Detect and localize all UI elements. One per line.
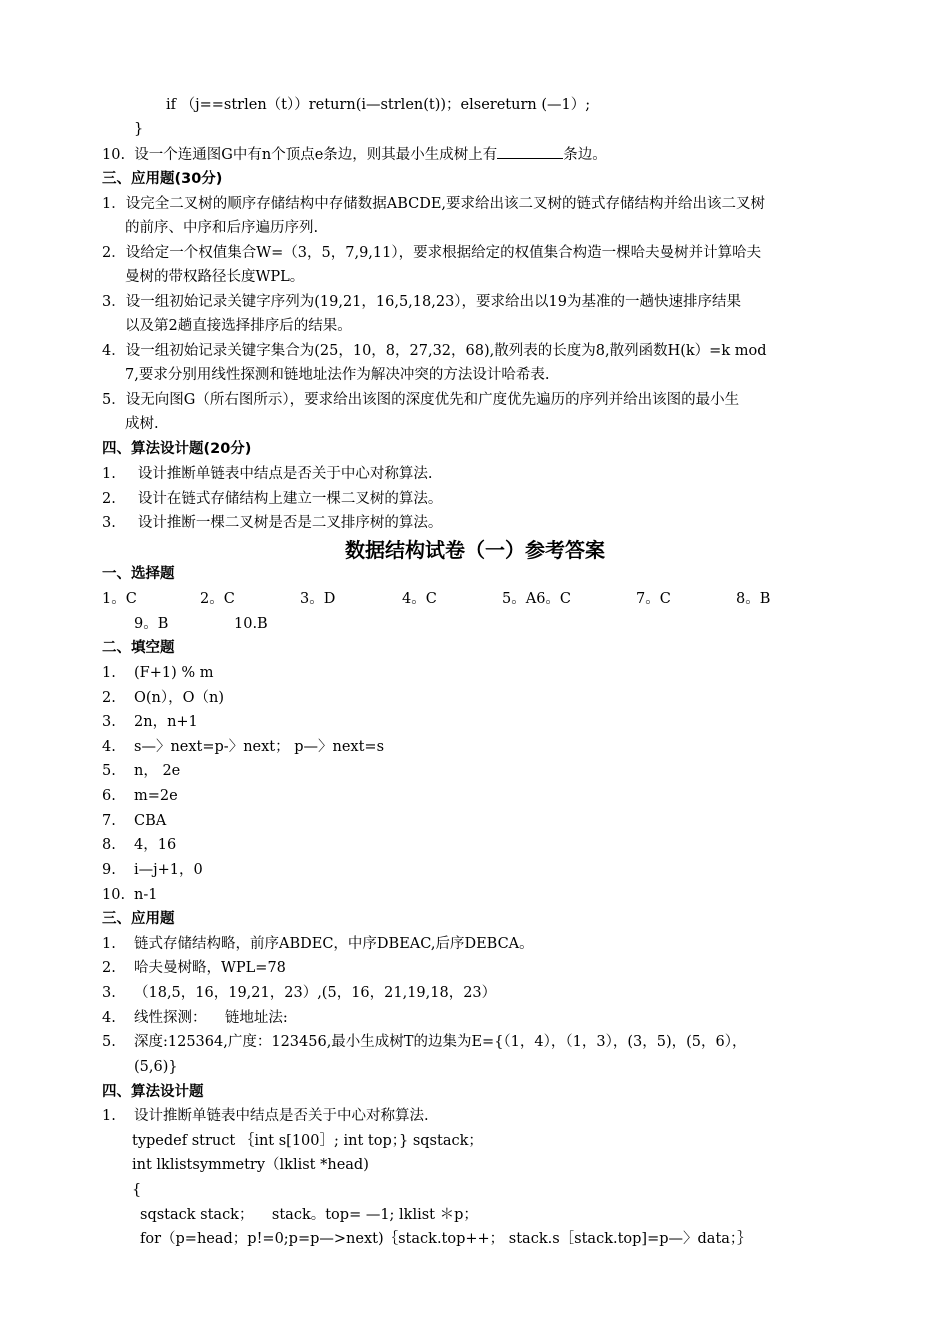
item-number: 2. [102, 960, 116, 976]
item-number: 3. [102, 714, 116, 730]
item-number: 2． [102, 245, 126, 261]
item-number: 4. [102, 739, 116, 755]
code-line: if （j==strlen（t））return(i—strlen(t))；elsereturn (—1）; [166, 97, 591, 113]
choice-answer: 5。A6。C [502, 591, 572, 607]
item-number: 7. [102, 813, 116, 829]
answer-blank [497, 144, 563, 159]
item-text-cont: 成树. [125, 416, 159, 432]
item-number: 1． [102, 196, 126, 212]
item-number: 3. [102, 985, 116, 1001]
item-number: 5. [102, 763, 116, 779]
section-heading: 四、算法设计题 [102, 1084, 204, 1100]
algorithm-title: 设计推断单链表中结点是否关于中心对称算法. [134, 1108, 429, 1124]
question-10 [102, 144, 607, 165]
item-number: 1. [102, 466, 116, 482]
item-text: 设计推断单链表中结点是否关于中心对称算法. [137, 466, 433, 482]
question-number: 10. [102, 147, 126, 163]
fill-answer: (F+1) % m [134, 665, 214, 681]
item-text: 设无向图G（所右图所示），要求给出该图的深度优先和广度优先遍历的序列并给出该图的最小生 [125, 392, 740, 408]
fill-answer: i—j+1，0 [134, 862, 203, 878]
section-heading: 三、应用题(30分) [102, 171, 223, 187]
item-number: 10. [102, 887, 126, 903]
item-number: 8. [102, 837, 116, 853]
list-item [102, 513, 442, 533]
item-text-cont: 曼树的带权路径长度WPL。 [125, 269, 305, 285]
code-line: typedef struct ｛int s[100］; int top；} sqstack； [132, 1133, 483, 1149]
code-line: { [132, 1182, 142, 1198]
item-number: 5． [102, 392, 126, 408]
choice-answer: 4。C [402, 591, 437, 607]
question-text: 设一个连通图G中有n个顶点e条边，则其最小生成树上有 [134, 147, 498, 163]
item-number: 3． [102, 294, 126, 310]
code-brace: } [134, 121, 144, 137]
item-text: 设给定一个权值集合W=（3，5，7,9,11），要求根据给定的权值集合构造一棵哈夫曼树并计算哈夫 [125, 245, 762, 261]
section-heading: 一、选择题 [102, 566, 175, 582]
question-text-end: 条边。 [563, 147, 607, 163]
fill-answer: m=2e [134, 788, 178, 804]
item-text-cont: 以及第2趟直接选择排序后的结果。 [125, 318, 352, 334]
item-text: 设一组初始记录关键字集合为(25，10，8，27,32，68),散列表的长度为8,散列函数H(k）=k mod [125, 343, 767, 359]
fill-answer: CBA [134, 813, 167, 829]
list-item [102, 292, 741, 312]
list-item [102, 489, 442, 509]
item-text-cont: 7,要求分别用线性探测和链地址法作为解决冲突的方法设计哈希表. [125, 367, 550, 383]
fill-answer: s—〉next=p-〉next； p—〉next=s [134, 739, 385, 755]
fill-answer: 2n，n+1 [134, 714, 198, 730]
application-answer-cont: (5,6)} [134, 1059, 178, 1075]
application-answer: 深度:125364,广度：123456,最小生成树T的边集为E={（1，4），（1，3），(3，5)，(5，6）， [134, 1034, 747, 1050]
choice-answer: 9。B [134, 616, 169, 632]
item-text: 设完全二叉树的顺序存储结构中存储数据ABCDE,要求给出该二叉树的链式存储结构并给出该二叉树 [125, 196, 766, 212]
list-item [102, 390, 739, 410]
application-answer: 哈夫曼树略，WPL=78 [134, 960, 286, 976]
code-line: for（p=head；p!=0;p=p—>next)｛stack.top++； stack.s［stack.top]=p—〉data；｝ [140, 1231, 752, 1247]
code-line: sqstack stack； stack。top= —1; lklist ＊p； [140, 1207, 478, 1223]
item-text-cont: 的前序、中序和后序遍历序列. [125, 220, 319, 236]
list-item [102, 341, 766, 361]
code-line: int lklistsymmetry（lklist *head) [132, 1157, 369, 1173]
fill-answer: O(n），O（n) [134, 690, 225, 706]
choice-answer: 2。C [200, 591, 235, 607]
list-item [102, 194, 765, 214]
item-text: 设计在链式存储结构上建立一棵二叉树的算法。 [137, 491, 443, 507]
item-text: 设计推断一棵二叉树是否是二叉排序树的算法。 [137, 515, 443, 531]
item-number: 6. [102, 788, 116, 804]
item-number: 2. [102, 491, 116, 507]
item-number: 3. [102, 515, 116, 531]
choice-answer: 1。C [102, 591, 137, 607]
item-number: 1. [102, 936, 116, 952]
fill-answer: n， 2e [134, 763, 181, 779]
item-number: 5. [102, 1034, 116, 1050]
answer-title: 数据结构试卷（一）参考答案 [345, 538, 605, 562]
item-number: 4． [102, 343, 126, 359]
choice-answer: 3。D [300, 591, 336, 607]
item-number: 2. [102, 690, 116, 706]
choice-answer: 7。C [636, 591, 671, 607]
list-item [102, 243, 761, 263]
section-heading: 三、应用题 [102, 911, 175, 927]
fill-answer: 4，16 [134, 837, 177, 853]
list-item [102, 464, 432, 484]
section-heading: 二、填空题 [102, 640, 175, 656]
item-number: 9. [102, 862, 116, 878]
application-answer: 链式存储结构略，前序ABDEC，中序DBEAC,后序DEBCA。 [134, 936, 534, 952]
application-answer: （18,5，16，19,21，23）,(5，16，21,19,18，23） [134, 985, 497, 1001]
item-number: 1. [102, 665, 116, 681]
fill-answer: n-1 [134, 887, 158, 903]
application-answer: 线性探测： 链地址法: [134, 1010, 288, 1026]
section-heading: 四、算法设计题(20分) [102, 441, 252, 457]
choice-answer: 8。B [736, 591, 771, 607]
item-number: 4. [102, 1010, 116, 1026]
item-text: 设一组初始记录关键字序列为(19,21，16,5,18,23），要求给出以19为基准的一趟快速排序结果 [125, 294, 742, 310]
item-number: 1. [102, 1108, 116, 1124]
choice-answer: 10.B [234, 616, 268, 632]
